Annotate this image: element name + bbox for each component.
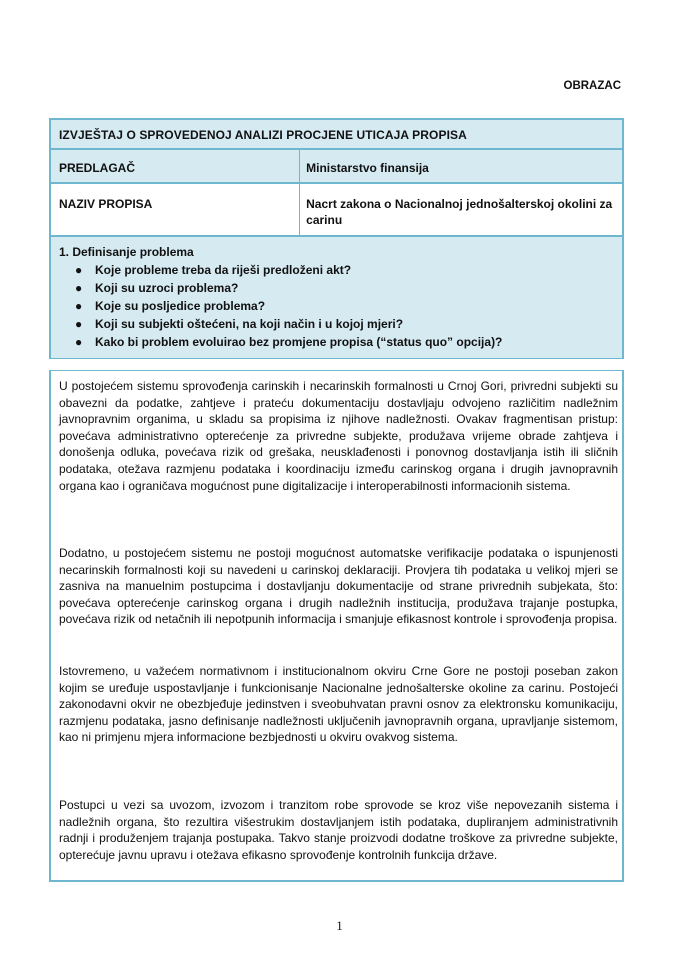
paragraph: Postupci u vezi sa uvozom, izvozom i tranzitom robe sprovode se kroz više nepovezanih sistema i nadležnih organa, što rezultira višestrukim dostavljanjem istih podataka, dupliranjem administrativnih radnji i produženjem trajanja postupaka. Takvo stanje proizvodi dodatne troškove za privredne subjekte, opterećuje javnu upravu i otežava efikasno sprovođenje kontrolnih funkcija države. xyxy=(59,798,618,862)
bullet-icon: ● xyxy=(75,263,83,277)
bullet-icon: ● xyxy=(75,281,83,295)
bullet-icon: ● xyxy=(75,335,83,349)
list-item: ● Koji su uzroci problema? xyxy=(75,281,239,295)
paragraph: Istovremeno, u važećem normativnom i institucionalnom okviru Crne Gore ne postoji poseban zakon kojim se uređuje uspostavljanje i funkcionisanje Nacionalne jednošalterske okoline za carinu. Postojeći zakonodavni okvir ne obezbjeđuje jedinstven i sveobuhvatan pravni osnov za elektronsku komunikaciju, razmjenu podataka, jasno definisanje nadležnosti uključenih javnopravnih organa, upravljanje sistemom, kao ni primjenu mjera informacione bezbjednosti u okviru ovakvog sistema. xyxy=(59,664,618,745)
bullet-icon: ● xyxy=(75,317,83,331)
problem-section xyxy=(49,236,624,359)
list-item: ● Koje su posljedice problema? xyxy=(75,299,266,313)
list-item: ● Koji su subjekti oštećeni, na koji način i u kojoj mjeri? xyxy=(75,317,404,331)
paragraph: Dodatno, u postojećem sistemu ne postoji mogućnost automatske verifikacije podataka o ispunjenosti necarinskih formalnosti koji su navedeni u carinskoj deklaraciji. Provjera tih podataka u velikoj mjeri se zasniva na manuelnim postupcima i dostavljanju dokumentacije od strane privrednih subjekata, što: povećava opterećenje carinskog organa i drugih nadležnih institucija, produžava trajanje postupka, povećava rizik od netačnih ili nepotpunih informacija i smanjuje efikasnost kontrole i sprovođenja propisa. xyxy=(59,546,618,627)
list-item: ● Kako bi problem evoluirao bez promjene propisa (“status quo” opcija)? xyxy=(75,335,503,349)
predlagac-label: PREDLAGAČ xyxy=(51,150,300,182)
predlagac-row xyxy=(49,149,624,183)
section-title: 1. Definisanje problema xyxy=(59,245,194,259)
list-item: ● Koje probleme treba da riješi predloženi akt? xyxy=(75,263,352,277)
answer-box xyxy=(49,370,624,882)
naziv-value: Nacrt zakona o Nacionalnoj jednošalterskoj okolini za carinu xyxy=(306,197,613,227)
paragraph: U postojećem sistemu sprovođenja carinskih i necarinskih formalnosti u Crnoj Gori, privredni subjekti su obavezni da podatke, zahtjeve i prateću dokumentaciju dostavljaju odvojeno različitim nadležnim javnopravnim organima, u skladu sa propisima iz njihove nadležnosti. Ovakav fragmentisan pristup: povećava administrativno opterećenje za privredne subjekte, produžava vrijeme obrade zahtjeva i donošenja odluka, povećava rizik od grešaka, neusklađenosti i ponovnog dostavljanja istih ili sličnih podataka, otežava razmjenu podataka i koordinaciju između carinskog organa i drugih javnopravnih organa kao i ograničava mogućnost pune digitalizacije i interoperabilnosti informacionih sistema. xyxy=(59,379,618,493)
form-label: OBRAZAC xyxy=(563,80,621,92)
report-title: IZVJEŠTAJ O SPROVEDENOJ ANALIZI PROCJENE UTICAJA PROPISA xyxy=(59,128,467,142)
predlagac-value: Ministarstvo finansija xyxy=(306,161,429,175)
page-number: 1 xyxy=(336,918,343,933)
report-title-row xyxy=(49,118,624,149)
bullet-icon: ● xyxy=(75,299,83,313)
naziv-row xyxy=(49,183,624,236)
question-list xyxy=(75,261,503,351)
naziv-label: NAZIV PROPISA xyxy=(51,184,300,235)
